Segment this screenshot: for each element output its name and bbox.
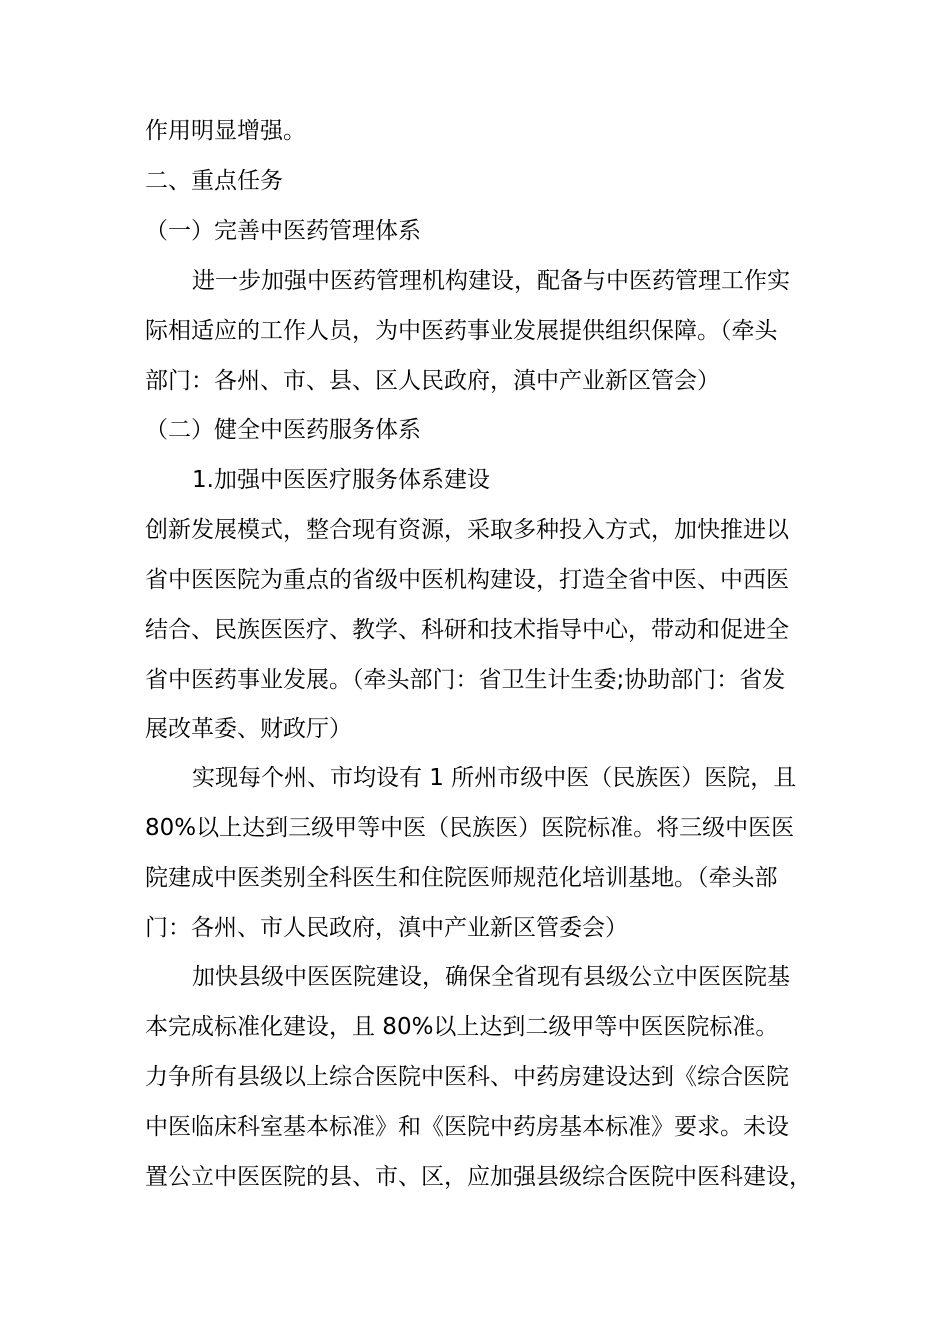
section-heading: 二、重点任务 xyxy=(145,168,283,194)
paragraph-line: 院建成中医类别全科医生和住院医师规范化培训基地。（牵头部 xyxy=(145,865,778,891)
paragraph-line: 展改革委、财政厅） xyxy=(145,716,352,742)
paragraph-line: 门：各州、市人民政府，滇中产业新区管委会） xyxy=(145,915,628,941)
paragraph-line: 省中医医院为重点的省级中医机构建设，打造全省中医、中西医 xyxy=(145,567,789,593)
paragraph-line: 本完成标准化建设，且 80%以上达到二级甲等中医医院标准。 xyxy=(145,1014,779,1040)
subsection-heading: （一）完善中医药管理体系 xyxy=(145,218,421,244)
paragraph-line: 80%以上达到三级甲等中医（民族医）医院标准。将三级中医医 xyxy=(145,815,795,841)
text-line: 作用明显增强。 xyxy=(145,118,306,144)
paragraph-line: 置公立中医医院的县、市、区，应加强县级综合医院中医科建设， xyxy=(145,1164,812,1190)
paragraph-line: 力争所有县级以上综合医院中医科、中药房建设达到《综合医院 xyxy=(145,1064,789,1090)
paragraph-line: 中医临床科室基本标准》和《医院中药房基本标准》要求。未设 xyxy=(145,1114,789,1140)
paragraph-line: 省中医药事业发展。（牵头部门：省卫生计生委;协助部门：省发 xyxy=(145,667,786,693)
paragraph-line: 加快县级中医医院建设，确保全省现有县级公立中医医院基 xyxy=(192,964,790,990)
paragraph-line: 际相适应的工作人员，为中医药事业发展提供组织保障。（牵头 xyxy=(145,318,778,344)
paragraph-line: 部门：各州、市、县、区人民政府，滇中产业新区管会） xyxy=(145,368,720,394)
item-heading: 1.加强中医医疗服务体系建设 xyxy=(192,467,490,493)
paragraph-line: 结合、民族医医疗、教学、科研和技术指导中心，带动和促进全 xyxy=(145,617,789,643)
subsection-heading: （二）健全中医药服务体系 xyxy=(145,417,421,443)
paragraph-line: 实现每个州、市均设有 1 所州市级中医（民族医）医院，且 xyxy=(192,765,797,791)
paragraph-line: 进一步加强中医药管理机构建设，配备与中医药管理工作实 xyxy=(192,268,790,294)
paragraph-line: 创新发展模式，整合现有资源，采取多种投入方式，加快推进以 xyxy=(145,517,789,543)
